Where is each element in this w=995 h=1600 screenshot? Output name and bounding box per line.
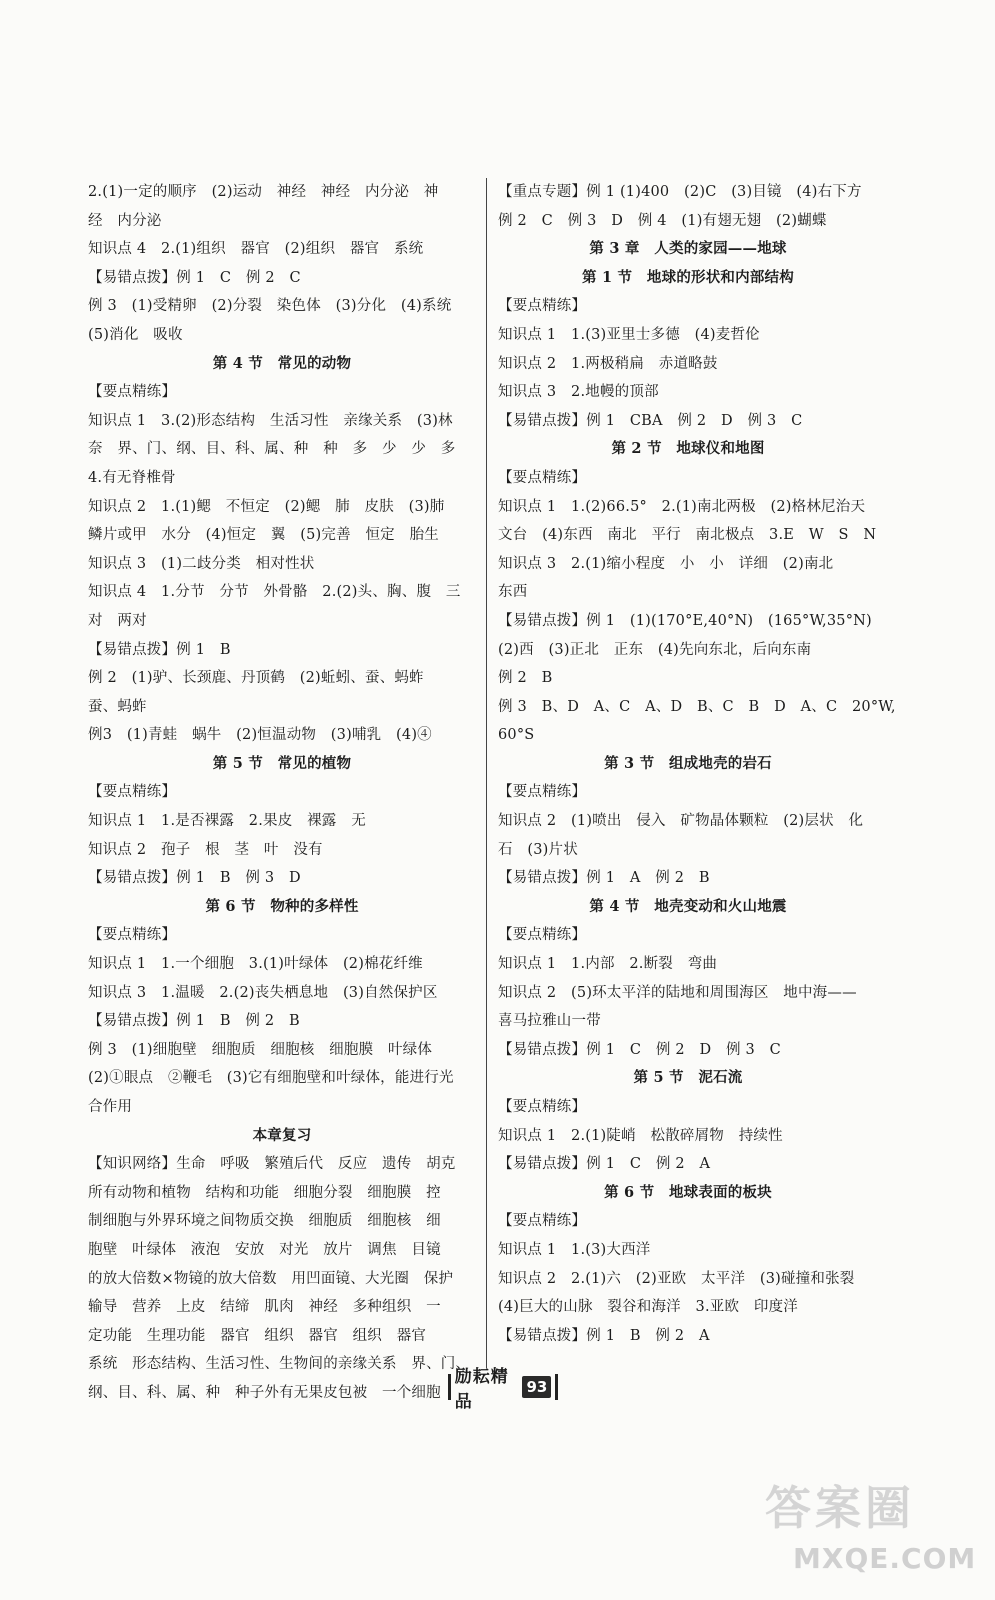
text-line: 知识点 3 (1)二歧分类 相对性状: [88, 555, 315, 572]
text-line: 【易错点拨】例 1 B 例 2 B: [88, 1013, 300, 1030]
footer-bar-left: [448, 1374, 451, 1400]
text-line: (2)西 (3)正北 正东 (4)先向东北，后向东南: [498, 641, 812, 658]
text-line: 【要点精练】: [498, 1213, 587, 1230]
text-line: 例 3 (1)细胞壁 细胞质 细胞核 细胞膜 叶绿体: [88, 1041, 433, 1058]
text-line: 知识点 1 3.(2)形态结构 生活习性 亲缘关系 (3)林: [88, 412, 453, 429]
text-line: (2)①眼点 ②鞭毛 (3)它有细胞壁和叶绿体，能进行光: [88, 1070, 454, 1087]
text-line: 第 2 节 地球仪和地图: [611, 440, 765, 458]
text-line: 例 2 C 例 3 D 例 4 (1)有翅无翅 (2)蝴蝶: [498, 212, 827, 229]
text-line: (5)消化 吸收: [88, 326, 183, 343]
text-line: (4)巨大的山脉 裂谷和海洋 3.亚欧 印度洋: [498, 1299, 798, 1316]
text-line: 【要点精练】: [88, 784, 177, 801]
text-line: 本章复习: [252, 1126, 312, 1144]
text-line: 例 3 (1)受精卵 (2)分裂 染色体 (3)分化 (4)系统: [88, 298, 452, 315]
left-column: [88, 178, 476, 1408]
text-line: 第 3 章 人类的家园——地球: [589, 240, 787, 258]
text-line: 【易错点拨】例 1 C 例 2 D 例 3 C: [498, 1041, 781, 1058]
text-line: 知识点 2 1.(1)鳃 不恒定 (2)鳃 肺 皮肤 (3)肺: [88, 498, 445, 515]
text-line: 【易错点拨】例 1 A 例 2 B: [498, 870, 710, 887]
text-line: 【要点精练】: [498, 1099, 587, 1115]
text-line: 系统 形态结构、生活习性、生物间的亲缘关系 界、门、: [88, 1356, 471, 1373]
text-line: 对 两对: [88, 612, 147, 629]
text-line: 知识点 4 1.分节 分节 外骨骼 2.(2)头、胸、腹 三: [88, 584, 461, 601]
text-line: 知识点 3 2.(1)缩小程度 小 小 详细 (2)南北: [498, 555, 834, 572]
text-line: 【重点专题】例 1 (1)400 (2)C (3)目镜 (4)右下方: [498, 184, 862, 200]
text-line: 【易错点拨】例 1 CBA 例 2 D 例 3 C: [498, 412, 803, 429]
text-line: 定功能 生理功能 器官 组织 器官 组织 器官: [88, 1327, 427, 1344]
text-line: 知识点 3 1.温暖 2.(2)丧失栖息地 (3)自然保护区: [88, 984, 438, 1001]
text-line: 经 内分泌: [88, 212, 162, 229]
text-line: 第 4 节 地壳变动和火山地震: [589, 897, 787, 915]
text-line: 知识点 1 1.内部 2.断裂 弯曲: [498, 956, 718, 973]
column-divider: [486, 178, 487, 1368]
text-line: 【易错点拨】例 1 B 例 2 A: [498, 1327, 710, 1344]
page-footer: [448, 1367, 558, 1412]
text-line: 第 5 节 泥石流: [633, 1069, 743, 1087]
text-line: 鳞片或甲 水分 (4)恒定 翼 (5)完善 恒定 胎生: [88, 527, 439, 544]
text-line: 【易错点拨】例 1 C 例 2 A: [498, 1156, 711, 1173]
text-line: 【要点精练】: [498, 469, 587, 486]
text-line: 文台 (4)东西 南北 平行 南北极点 3.E W S N: [498, 527, 877, 544]
footer-bar-right: [555, 1374, 558, 1400]
page-number: 93: [522, 1376, 551, 1398]
text-line: 【要点精练】: [88, 927, 177, 944]
text-line: 【易错点拨】例 1 B 例 3 D: [88, 870, 301, 887]
text-line: 所有动物和植物 结构和功能 细胞分裂 细胞膜 控: [88, 1184, 441, 1201]
text-line: 的放大倍数×物镜的放大倍数 用凹面镜、大光圈 保护: [88, 1270, 454, 1287]
text-line: 知识点 2 (1)喷出 侵入 矿物晶体颗粒 (2)层状 化: [498, 813, 864, 830]
text-line: 知识点 1 2.(1)陡峭 松散碎屑物 持续性: [498, 1127, 783, 1144]
text-line: 例 2 (1)驴、长颈鹿、丹顶鹤 (2)蚯蚓、蚕、蚂蚱: [88, 670, 424, 687]
text-line: 制细胞与外界环境之间物质交换 细胞质 细胞核 细: [88, 1213, 441, 1230]
text-line: 60°S: [498, 727, 535, 744]
text-line: 2.(1)一定的顺序 (2)运动 神经 神经 内分泌 神: [88, 184, 439, 200]
text-line: 蚕、蚂蚱: [88, 698, 147, 715]
text-line: 【易错点拨】例 1 B: [88, 641, 231, 658]
text-line: 4.有无脊椎骨: [88, 469, 176, 486]
text-line: 第 5 节 常见的植物: [212, 754, 352, 772]
text-line: 东西: [498, 584, 528, 601]
watermark-url: MXQE.COM: [793, 1542, 977, 1575]
text-line: 第 6 节 地球表面的板块: [604, 1183, 772, 1201]
text-line: 石 (3)片状: [498, 841, 578, 858]
watermark: [749, 1468, 977, 1588]
text-line: 知识点 1 1.(2)66.5° 2.(1)南北两极 (2)格林尼治天: [498, 498, 866, 515]
text-line: 例3 (1)青蛙 蜗牛 (2)恒温动物 (3)哺乳 (4)④: [88, 727, 432, 744]
text-line: 【要点精练】: [498, 927, 587, 944]
text-line: 第 4 节 常见的动物: [212, 354, 352, 372]
text-line: 例 3 B、D A、C A、D B、C B D A、C 20°W,: [498, 698, 896, 715]
text-line: 【要点精练】: [498, 298, 587, 315]
text-line: 知识点 2 1.两极稍扁 赤道略鼓: [498, 355, 718, 372]
text-line: 知识点 1 1.(3)亚里士多德 (4)麦哲伦: [498, 326, 760, 343]
text-line: 奈 界、门、纲、目、科、属、种 种 多 少 少 多: [88, 441, 456, 458]
text-line: 例 2 B: [498, 670, 553, 687]
text-line: 知识点 1 1.是否裸露 2.果皮 裸露 无: [88, 813, 366, 830]
text-line: 第 1 节 地球的形状和内部结构: [582, 268, 794, 286]
text-line: 知识点 3 2.地幔的顶部: [498, 384, 659, 401]
brand-name: 励耘精品: [454, 1367, 509, 1412]
text-line: 输导 营养 上皮 结缔 肌肉 神经 多种组织 一: [88, 1299, 441, 1316]
text-line: 知识点 2 2.(1)六 (2)亚欧 太平洋 (3)碰撞和张裂: [498, 1270, 855, 1287]
text-line: 知识点 1 1.一个细胞 3.(1)叶绿体 (2)棉花纤维: [88, 956, 423, 973]
right-column: [498, 178, 896, 1350]
text-line: 纲、目、科、属、种 种子外有无果皮包被 一个细胞: [88, 1384, 441, 1401]
text-line: 第 6 节 物种的多样性: [205, 897, 359, 915]
text-line: 喜马拉雅山一带: [498, 1013, 601, 1030]
text-line: 【知识网络】生命 呼吸 繁殖后代 反应 遗传 胡克: [88, 1156, 456, 1173]
text-line: 【要点精练】: [498, 784, 587, 801]
text-line: 胞壁 叶绿体 液泡 安放 对光 放片 调焦 目镜: [88, 1241, 441, 1258]
text-line: 知识点 2 孢子 根 茎 叶 没有: [88, 841, 323, 858]
text-line: 知识点 1 1.(3)大西洋: [498, 1241, 651, 1258]
text-line: 【易错点拨】例 1 (1)(170°E,40°N) (165°W,35°N): [498, 612, 872, 629]
text-line: 第 3 节 组成地壳的岩石: [604, 754, 772, 772]
text-line: 知识点 4 2.(1)组织 器官 (2)组织 器官 系统: [88, 241, 424, 258]
watermark-text: 答案圈: [765, 1481, 915, 1535]
text-line: 知识点 2 (5)环太平洋的陆地和周围海区 地中海——: [498, 984, 857, 1001]
text-line: 【要点精练】: [88, 384, 177, 401]
text-line: 合作用: [88, 1099, 133, 1115]
text-line: 【易错点拨】例 1 C 例 2 C: [88, 269, 301, 286]
